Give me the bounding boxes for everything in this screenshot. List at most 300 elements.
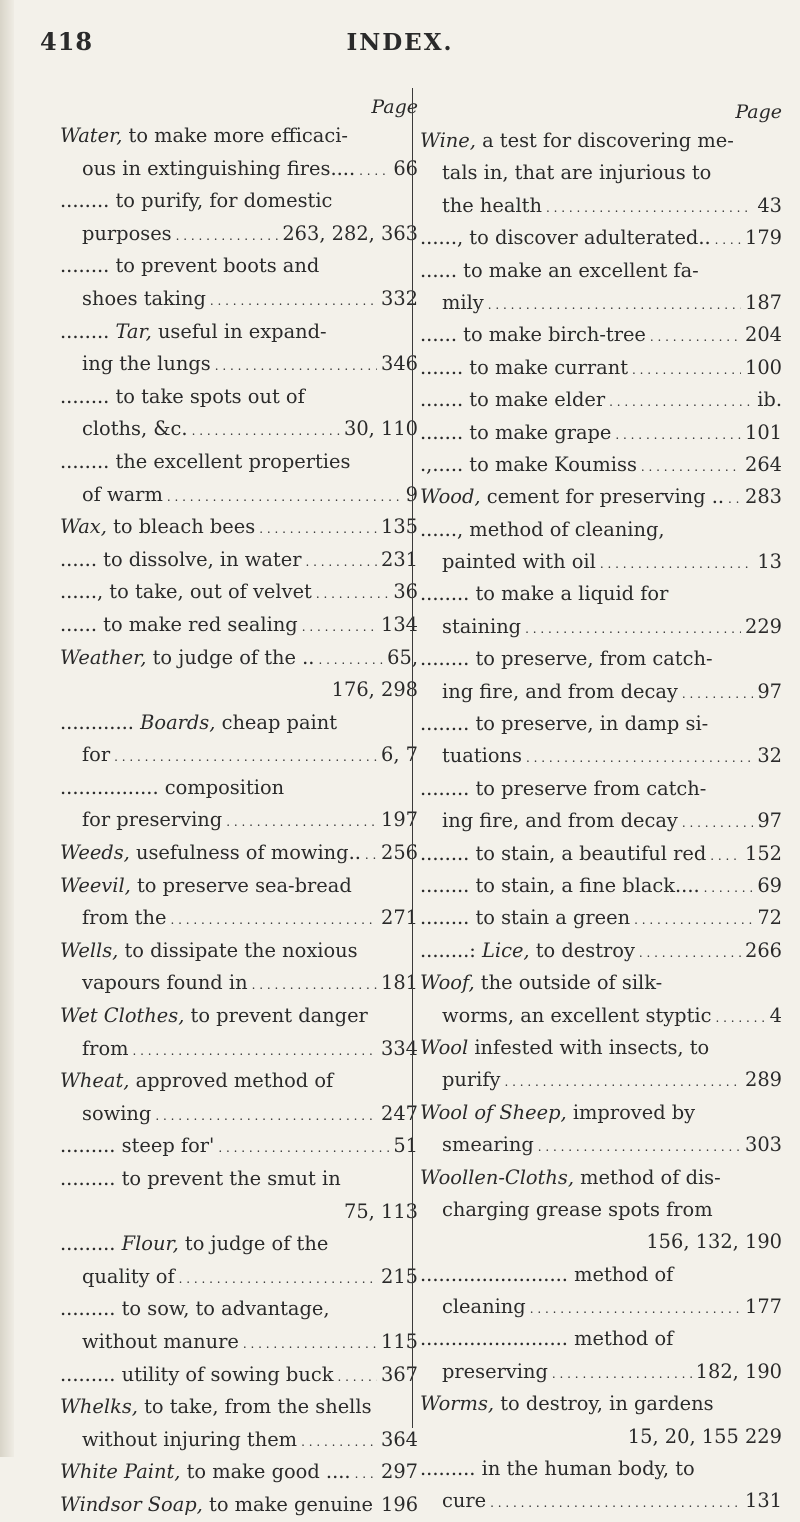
- page-reference: 177: [744, 1295, 782, 1319]
- entry-term: Water,: [60, 124, 123, 147]
- dot-leader: [133, 1033, 377, 1066]
- entry-description: the outside of silk-: [474, 971, 663, 995]
- entry-description: tals in, that are injurious to: [442, 161, 712, 185]
- entry-text: [60, 1098, 151, 1131]
- index-entry-line: [420, 870, 782, 902]
- page-reference: 264: [744, 452, 782, 476]
- entry-description: painted with oil: [442, 550, 596, 574]
- entry-text: [420, 838, 706, 870]
- index-entry-line: [420, 578, 782, 610]
- dot-leader: [615, 417, 741, 449]
- entry-description: ......... to prevent the smut in: [60, 1167, 341, 1190]
- page-reference: 100: [744, 355, 782, 379]
- entry-description: cloths, &c.: [82, 417, 188, 441]
- entry-description: ....... to make currant: [420, 355, 629, 379]
- page-reference: 32: [757, 744, 782, 768]
- dot-leader: [365, 837, 377, 870]
- entry-text: [60, 1130, 214, 1163]
- index-entry-line: [60, 1065, 418, 1098]
- entry-description: ........ to take spots out of: [60, 384, 305, 408]
- page-reference: 131: [744, 1489, 782, 1513]
- index-entry-line: [420, 352, 782, 384]
- entry-description: ......... to sow, to advantage,: [60, 1297, 330, 1321]
- entry-text: [60, 1163, 341, 1196]
- entry-text: [60, 1033, 129, 1066]
- dot-leader: [215, 348, 377, 381]
- page-reference: 15, 20, 155 229: [627, 1424, 782, 1448]
- entry-term: Wood,: [420, 485, 481, 509]
- index-entry-line: [60, 1000, 418, 1033]
- entry-term: Boards,: [140, 710, 216, 734]
- dot-leader: [318, 642, 383, 675]
- index-column-right: [420, 99, 782, 1518]
- index-entry-line: [60, 1261, 418, 1294]
- page-reference: 65,: [387, 645, 418, 669]
- entry-description: for: [82, 743, 111, 767]
- index-entry-line: [60, 967, 418, 1000]
- dot-leader: [710, 838, 741, 870]
- index-entry-line: [60, 511, 418, 544]
- index-entry-line: [60, 479, 418, 512]
- index-entry-line: [420, 449, 782, 481]
- index-entry-line: [420, 1000, 782, 1032]
- page-reference: 43: [757, 193, 782, 217]
- entry-text: [420, 417, 611, 449]
- entry-description: to destroy: [529, 938, 635, 962]
- page-reference: 9: [405, 482, 418, 506]
- index-entry-line: [60, 153, 418, 186]
- entry-description: the health: [442, 193, 542, 217]
- entry-description: improved by: [566, 1100, 696, 1124]
- dot-leader: [316, 576, 389, 609]
- entry-description: to prevent danger: [184, 1004, 368, 1028]
- entry-text: [60, 1359, 333, 1392]
- entry-text: [420, 1000, 711, 1032]
- entry-description: ........................ method of: [420, 1262, 674, 1286]
- index-entry-line: [420, 1194, 782, 1226]
- entry-term: Wool: [420, 1035, 469, 1059]
- entry-term: Flour,: [121, 1232, 179, 1256]
- entry-description: ........ to stain a green: [420, 906, 631, 930]
- entry-description: to preserve sea-bread: [130, 873, 352, 897]
- dot-leader: [634, 902, 753, 934]
- dot-leader: [226, 804, 377, 837]
- entry-description: from the: [82, 906, 167, 930]
- column-divider: [412, 88, 413, 1428]
- page-reference: 346: [380, 352, 418, 376]
- entry-text: [60, 283, 206, 316]
- entry-description: ......, to take, out of velvet: [60, 580, 312, 604]
- page-binding-edge: [0, 0, 14, 1457]
- entry-description: ........ to stain, a fine black....: [420, 873, 700, 897]
- entry-description: quality of: [82, 1264, 175, 1288]
- entry-description: ........ to preserve, in damp si-: [420, 712, 709, 736]
- entry-description: to make good ....: [180, 1460, 351, 1484]
- dot-leader: [704, 870, 754, 902]
- entry-term: Wet Clothes,: [60, 1004, 185, 1028]
- entry-description: preserving: [442, 1359, 548, 1383]
- index-entry-line: [60, 446, 418, 479]
- entry-text: [420, 967, 662, 999]
- entry-description: ......, method of cleaning,: [420, 517, 665, 541]
- index-entry-line: [60, 674, 418, 707]
- index-entry-line: [60, 544, 418, 577]
- page-reference: 13: [757, 550, 782, 574]
- entry-text: [420, 643, 713, 675]
- page-reference: 75, 113: [343, 1199, 418, 1223]
- dot-leader: [600, 546, 753, 578]
- entry-description: cheap paint: [215, 710, 338, 734]
- index-entry-line: [60, 739, 418, 772]
- index-entry-line: [420, 1032, 782, 1064]
- index-entry-line: [420, 1226, 782, 1258]
- entry-description: infested with insects, to: [468, 1035, 710, 1059]
- index-entry-line: [420, 1097, 782, 1129]
- index-entry-line: [60, 218, 418, 251]
- entry-description: ous in extinguishing fires....: [82, 156, 356, 180]
- entry-text: [60, 609, 298, 642]
- page-reference: 334: [380, 1036, 418, 1060]
- index-entry-line: [420, 643, 782, 675]
- index-entry-line: [420, 708, 782, 740]
- dot-leader: [167, 479, 402, 512]
- entry-text: [420, 676, 678, 708]
- entry-description: sowing: [82, 1101, 152, 1125]
- entry-text: [60, 153, 355, 186]
- index-entry-line: [60, 642, 418, 675]
- index-entry-line: [420, 1259, 782, 1291]
- entry-term: Wool of Sheep,: [420, 1100, 567, 1124]
- dot-leader: [155, 1098, 377, 1131]
- entry-term: Wine,: [420, 129, 476, 152]
- page-reference: 197: [380, 808, 418, 832]
- entry-term: Weeds,: [60, 841, 130, 865]
- entry-description: to judge of the: [178, 1232, 329, 1256]
- page-reference: 134: [380, 612, 418, 636]
- page-reference: 66: [393, 156, 418, 180]
- page-reference: 256: [380, 841, 418, 865]
- entry-text: [420, 1032, 709, 1064]
- entry-description: cure: [442, 1489, 487, 1513]
- index-entry-line: [420, 255, 782, 287]
- entry-text: [420, 1323, 673, 1355]
- entry-text: [420, 1356, 548, 1388]
- index-entry-line: [60, 1391, 418, 1424]
- index-entry-line: [60, 609, 418, 642]
- entry-description: without manure: [82, 1329, 239, 1353]
- entry-text: [420, 157, 711, 189]
- dot-leader: [210, 283, 377, 316]
- page-reference: 51: [393, 1134, 418, 1158]
- entry-text: [420, 352, 628, 384]
- entry-description: smearing: [442, 1133, 534, 1157]
- entry-term: Wheat,: [60, 1069, 130, 1093]
- entry-text: [420, 190, 542, 222]
- entry-description: ing the lungs: [82, 352, 211, 376]
- entry-text: [60, 1489, 373, 1522]
- entry-text: [60, 902, 166, 935]
- entry-text: [420, 611, 521, 643]
- index-entry-line: [420, 611, 782, 643]
- entry-term: White Paint,: [60, 1460, 181, 1484]
- index-entry-line: [420, 384, 782, 416]
- index-entry-line: [60, 120, 418, 153]
- entry-description: usefulness of mowing..: [129, 841, 361, 865]
- dot-leader: [170, 902, 377, 935]
- dot-leader: [252, 967, 377, 1000]
- entry-text: [60, 1391, 372, 1424]
- entry-description: to judge of the ..: [146, 645, 315, 669]
- entry-description: cleaning: [442, 1295, 526, 1319]
- index-entry-line: [60, 316, 418, 349]
- index-entry-line: [420, 773, 782, 805]
- index-entry-line: [60, 772, 418, 805]
- index-entry-line: [420, 1129, 782, 1161]
- page-reference: 229: [744, 614, 782, 638]
- entry-text: [420, 902, 630, 934]
- dot-leader: [525, 611, 741, 643]
- index-entry-line: [60, 1130, 418, 1163]
- entry-text: [420, 1129, 534, 1161]
- entry-term: Wax,: [60, 515, 107, 539]
- page-reference: 215: [380, 1264, 418, 1288]
- entry-description: to make genuine: [202, 1492, 374, 1516]
- entry-description: ........ to preserve from catch-: [420, 776, 707, 800]
- index-entry-line: [60, 1228, 418, 1261]
- dot-leader: [632, 352, 741, 384]
- index-entry-line: [60, 1033, 418, 1066]
- index-entry-line: [60, 1359, 418, 1392]
- index-entry-line: [60, 381, 418, 414]
- entry-text: [60, 218, 172, 251]
- dot-leader: [552, 1356, 692, 1388]
- entry-description: to take, from the shells: [137, 1395, 372, 1419]
- entry-description: from: [82, 1036, 129, 1060]
- index-entry-line: [60, 413, 418, 446]
- page-reference: 97: [757, 679, 782, 703]
- page-reference: 6, 7: [380, 743, 418, 767]
- index-entry-line: [60, 870, 418, 903]
- index-entry-line: [420, 967, 782, 999]
- entry-description: of warm: [82, 482, 163, 506]
- index-entry-line: [60, 348, 418, 381]
- column-page-label: Page: [735, 101, 782, 123]
- dot-leader: [490, 1485, 741, 1517]
- entry-text: [420, 481, 724, 513]
- dot-leader: [192, 413, 340, 446]
- index-entry-line: [420, 125, 782, 157]
- index-entry-line: [60, 1163, 418, 1196]
- entry-description: ing fire, and from decay: [442, 679, 678, 703]
- index-entry-line: [60, 837, 418, 870]
- entry-description: approved method of: [129, 1069, 334, 1093]
- index-entry-line: [420, 222, 782, 254]
- entry-description: ........ the excellent properties: [60, 449, 351, 473]
- index-entry-line: [60, 1424, 418, 1457]
- entry-description: ........ to preserve, from catch-: [420, 647, 713, 671]
- dot-leader: [305, 544, 377, 577]
- entry-text: [420, 708, 708, 740]
- page-reference: 182, 190: [695, 1359, 782, 1383]
- entry-description: to bleach bees: [106, 515, 256, 539]
- entry-text: [60, 446, 350, 479]
- entry-text: [60, 739, 110, 772]
- page-reference: 247: [380, 1101, 418, 1125]
- dot-leader: [505, 1064, 741, 1096]
- index-entry-line: [60, 250, 418, 283]
- column-page-label: Page: [371, 96, 418, 118]
- page-reference: ib.: [757, 388, 782, 412]
- index-entry-line: [420, 838, 782, 870]
- entry-text: [60, 967, 248, 1000]
- entry-description: ing fire, and from decay: [442, 809, 678, 833]
- dot-leader: [488, 287, 741, 319]
- page-reference: 266: [744, 938, 782, 962]
- entry-term: Worms,: [420, 1392, 495, 1416]
- running-title: INDEX.: [346, 29, 454, 56]
- index-entry-line: [420, 546, 782, 578]
- dot-leader: [355, 1456, 377, 1489]
- page-reference: 69: [757, 873, 782, 897]
- dot-leader: [337, 1359, 377, 1392]
- index-entry-line: [420, 417, 782, 449]
- index-entry-line: [420, 1421, 782, 1453]
- entry-description: ........ to prevent boots and: [60, 254, 320, 278]
- entry-text: [420, 773, 706, 805]
- index-entry-line: [420, 1323, 782, 1355]
- index-entry-line: [420, 676, 782, 708]
- dot-leader: [259, 511, 377, 544]
- page-reference: 263, 282, 363: [282, 221, 418, 245]
- index-entry-line: [420, 514, 782, 546]
- entry-term: Weevil,: [60, 873, 131, 897]
- entry-text: ......... Flour, to judge of the: [60, 1232, 329, 1256]
- dot-leader: [530, 1291, 741, 1323]
- entry-text: [60, 1424, 297, 1457]
- entry-text: [420, 255, 699, 287]
- entry-term: Lice,: [482, 938, 530, 962]
- entry-description: vapours found in: [82, 971, 248, 995]
- entry-description: ......... in the human body, to: [420, 1457, 695, 1481]
- entry-text: [60, 381, 305, 414]
- index-entry-line: [60, 283, 418, 316]
- dot-leader: [301, 1424, 377, 1457]
- index-entry-line: [60, 1098, 418, 1131]
- entry-text: [60, 185, 332, 218]
- dot-leader: [114, 739, 377, 772]
- page-reference: 4: [769, 1003, 782, 1027]
- dot-leader: [302, 609, 377, 642]
- entry-term: Windsor Soap,: [60, 1492, 203, 1516]
- entry-description: ...... to make birch-tree: [420, 323, 646, 347]
- entry-text: ............ Boards, cheap paint: [60, 710, 338, 734]
- entry-description: to make more efficaci-: [122, 124, 348, 147]
- entry-description: to dissipate the noxious: [118, 938, 358, 962]
- index-entry-line: [420, 740, 782, 772]
- entry-text: [60, 413, 188, 446]
- entry-description: ...... to make an excellent fa-: [420, 258, 699, 282]
- entry-description: cement for preserving ..: [480, 485, 725, 509]
- page-reference: 303: [744, 1133, 782, 1157]
- index-entry-line: [60, 1326, 418, 1359]
- index-entry-line: [60, 1456, 418, 1489]
- dot-leader: [639, 935, 741, 967]
- index-entry-line: [420, 481, 782, 513]
- page-reference: 283: [744, 485, 782, 509]
- entry-text: [60, 804, 222, 837]
- dot-leader: [609, 384, 753, 416]
- entry-description: staining: [442, 614, 522, 638]
- entry-text: [60, 1261, 175, 1294]
- page-reference: 115: [380, 1329, 418, 1353]
- dot-leader: [715, 1000, 765, 1032]
- entry-description: ......... utility of sowing buck: [60, 1362, 334, 1386]
- entry-text: [60, 1000, 368, 1033]
- entry-text: ........: Lice, to destroy: [420, 938, 635, 962]
- page-reference: 364: [380, 1427, 418, 1451]
- page-reference: 72: [757, 906, 782, 930]
- entry-text: [420, 125, 734, 157]
- page-reference: 181: [380, 971, 418, 995]
- index-entry-line: [420, 287, 782, 319]
- entry-text: [420, 1453, 695, 1485]
- entry-description: ........ to purify, for domestic: [60, 189, 333, 213]
- dot-leader: [243, 1326, 377, 1359]
- dot-leader: [715, 222, 741, 254]
- entry-text: [60, 772, 284, 805]
- page-reference: 271: [380, 906, 418, 930]
- index-entry-line: [420, 319, 782, 351]
- entry-text: [60, 348, 211, 381]
- entry-text: [420, 319, 646, 351]
- entry-text: [60, 511, 255, 544]
- entry-text: [420, 870, 700, 902]
- index-entry-line: [420, 935, 782, 967]
- entry-text: [60, 1326, 239, 1359]
- entry-text: [420, 1291, 526, 1323]
- index-entry-line: [420, 1485, 782, 1517]
- index-entry-line: [420, 1162, 782, 1194]
- dot-leader: [682, 805, 753, 837]
- entry-text: [420, 578, 668, 610]
- page-reference: 101: [744, 420, 782, 444]
- entry-description: shoes taking: [82, 286, 206, 310]
- entry-text: [420, 1194, 713, 1226]
- dot-leader: [359, 153, 389, 186]
- entry-text: [60, 250, 319, 283]
- entry-description: for preserving: [82, 808, 223, 832]
- dot-leader: [650, 319, 741, 351]
- entry-text: [420, 1485, 486, 1517]
- dot-leader: [179, 1261, 377, 1294]
- dot-leader: [682, 676, 753, 708]
- entry-text: [60, 870, 352, 903]
- entry-description: to destroy, in gardens: [494, 1392, 714, 1416]
- entry-text: [60, 544, 301, 577]
- dot-leader: [641, 449, 741, 481]
- entry-description: tuations: [442, 744, 522, 768]
- entry-term: Woollen-Cloths,: [420, 1165, 574, 1189]
- index-entry-line: [420, 190, 782, 222]
- page-reference: 156, 132, 190: [646, 1230, 782, 1254]
- entry-text: [420, 287, 484, 319]
- entry-term: Whelks,: [60, 1395, 138, 1419]
- entry-description: ........ to make a liquid for: [420, 582, 669, 606]
- entry-text: [420, 1388, 714, 1420]
- entry-description: ......... steep for': [60, 1134, 215, 1158]
- entry-description: purposes: [82, 221, 172, 245]
- page-reference: 30, 110: [343, 417, 418, 441]
